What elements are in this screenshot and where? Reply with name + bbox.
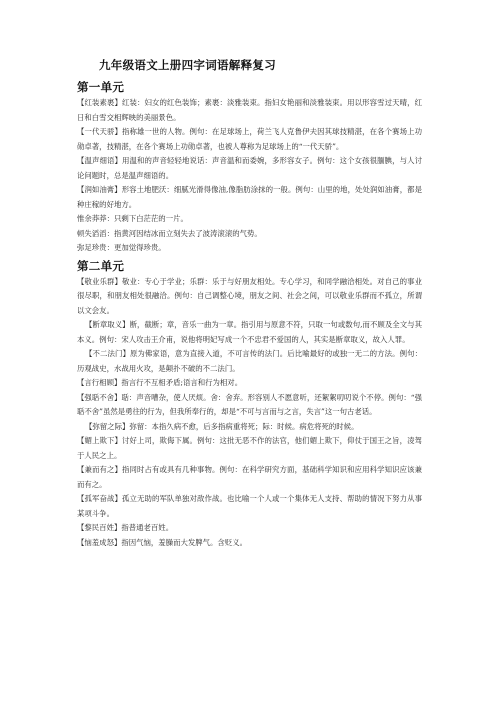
- entry-duanzhangquyi: 【断章取义】断，截断；章，音乐一曲为一章。指引用与原意不符，只取一句或数句,而不顾及全文与其本义。例句：宋人攻击王介甫，说他将明妃写成一个不忠君不爱国的人，其实是断章取义，故入人罪。: [77, 320, 422, 344]
- entry-dunshitaotao: 顿失滔滔：指黄河因结冰而立刻失去了波涛滚滚的气势。: [77, 228, 262, 238]
- entry-mizuzhengui: 弥足珍贵：更加觉得珍贵。: [77, 243, 166, 252]
- entry-weiyumangmang: 惟余莽莽：只剩下白茫茫的一片。: [77, 214, 188, 223]
- entry-yanxingxianggu: 【言行相顾】指言行不互相矛盾;语言和行为相对。: [77, 378, 243, 387]
- entry-liminbaixing: 【黎民百姓】指普通老百姓。: [77, 523, 174, 532]
- entry-qiangguobushe: 【强聒不舍】聒：声音嘈杂，使人厌烦。舍：舍弃。形容别人不愿意听，还絮絮叨叨说个不停。例句：“强聒不舍”虽然是勇往的行为，但我所奉行的，却是“不可与言而与之言，失言”这一句古老话。: [77, 392, 422, 416]
- document-content: [77, 57, 422, 550]
- entry-gujunfenzhan: 【孤军奋战】孤立无助的军队单独对敌作战。也比喻一个人或一个集体无人支持、帮助的情况下努力从事某项斗争。: [77, 494, 422, 518]
- entry-yidaitianjiao: 【一代天骄】指称雄一世的人物。例句：在足球场上，荷兰飞人克鲁伊夫因其球技精湛，在各个赛场上功勋卓著，技精湛，在各个赛场上功勋卓著，也被人尊称为足球场上的“一代天骄”。: [77, 127, 422, 151]
- entry-runruyougao: 【润如油膏】形容土地肥沃：细腻光滑得像油,像脂肪涂抹的一般。例句：山里的地，处处润如油膏，都是种庄稼的好地方。: [77, 185, 422, 209]
- entry-jingyelequn: 【敬业乐群】敬业：专心于学业；乐群：乐于与好朋友相处。专心学习，和同学融洽相处。对自己的事业很尽职，和朋友相处很融洽。例句：自己调整心境，朋友之间、社会之间，可以敬业乐群而不孤立，所谓以文会友。: [77, 276, 422, 315]
- unit-2-heading: 第二单元: [77, 258, 125, 273]
- unit-1-heading: 第一单元: [77, 80, 125, 94]
- entry-jianeryouzhi: 【兼而有之】指同时占有或具有几种事物。例句：在科学研究方面，基础科学知识和应用科学知识应该兼而有之。: [77, 465, 422, 489]
- entry-meishangqixia: 【媚上欺下】讨好上司，欺侮下属。例句：这批无恶不作的法官，他们媚上欺下，仰仗于国王之旨，凌驾于人民之上。: [77, 436, 422, 460]
- page-title: 九年级语文上册四字词语解释复习: [99, 58, 276, 72]
- entry-hongzhuangsuguo: 【红装素裹】红装：妇女的红色装饰；素裹：淡雅装束。指妇女艳丽和淡雅装束。用以形容雪过天晴，红日和白雪交相辉映的美丽景色。: [77, 98, 422, 122]
- entry-naoxiuchengnu: 【恼羞成怒】指因气恼，羞臊而大发脾气。含贬义。: [77, 537, 247, 547]
- entry-miliuzhiji: 【弥留之际】弥留：本指久病不愈，后多指病重将死；际：时候。病危将死的时候。: [85, 421, 359, 431]
- entry-wenshengxiyu: 【温声细语】用温和的声音轻轻地说话：声音温和而委婉，多形容女子。例句：这个女孩很腼腆，与人讨论问题时，总是温声细语的。: [77, 156, 422, 180]
- entry-buerfamen: 【不二法门】原为佛家语，意为直接入道，不可言传的法门。后比喻最好的或独一无二的方法。例句：历观战史，水战用火攻，是颠扑不破的不二法门。: [77, 349, 422, 373]
